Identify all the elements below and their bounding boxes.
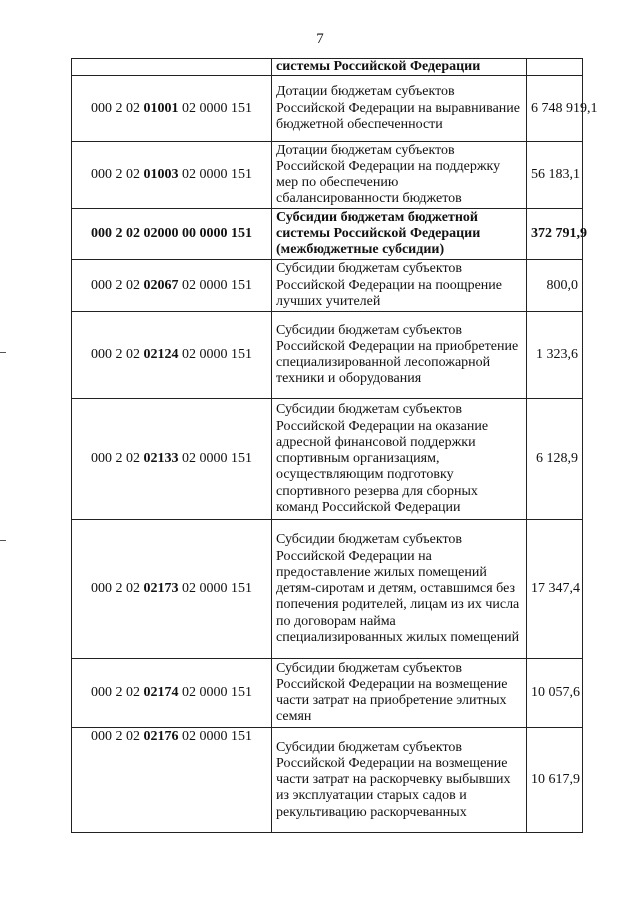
name-cell: Субсидии бюджетам бюджетной системы Российской Федерации (межбюджетные субсидии) bbox=[272, 209, 527, 260]
code-cell: 000 2 02 02133 02 0000 151 bbox=[72, 399, 272, 520]
code-cell: 000 2 02 01001 02 0000 151 bbox=[72, 76, 272, 142]
table-row bbox=[72, 59, 583, 76]
code-cell: 000 2 02 02000 00 0000 151 bbox=[72, 209, 272, 260]
amount-cell bbox=[527, 59, 583, 76]
margin-mark bbox=[0, 352, 6, 353]
table-row bbox=[72, 209, 583, 260]
name-cell: Субсидии бюджетам субъектов Российской Федерации на возмещение части затрат на раскорчевку выбывших из эксплуатации старых садов и рекультивацию раскорчеванных bbox=[272, 728, 527, 833]
code-cell: 000 2 02 01003 02 0000 151 bbox=[72, 142, 272, 209]
amount-cell: 17 347,4 bbox=[527, 520, 583, 659]
name-cell: Дотации бюджетам субъектов Российской Федерации на выравнивание бюджетной обеспеченности bbox=[272, 76, 527, 142]
table-row bbox=[72, 76, 583, 142]
name-cell: Субсидии бюджетам субъектов Российской Федерации на возмещение части затрат на приобретение элитных семян bbox=[272, 659, 527, 728]
amount-cell: 10 617,9 bbox=[527, 728, 583, 833]
amount-cell: 56 183,1 bbox=[527, 142, 583, 209]
budget-table bbox=[71, 58, 598, 833]
table-row bbox=[72, 520, 583, 659]
amount-cell: 6 128,9 bbox=[527, 399, 583, 520]
code-cell bbox=[72, 59, 272, 76]
code-cell: 000 2 02 02124 02 0000 151 bbox=[72, 312, 272, 399]
amount-cell: 6 748 919,1 bbox=[527, 76, 583, 142]
table-row bbox=[72, 728, 583, 833]
amount-cell: 372 791,9 bbox=[527, 209, 583, 260]
code-cell: 000 2 02 02174 02 0000 151 bbox=[72, 659, 272, 728]
name-cell: Дотации бюджетам субъектов Российской Федерации на поддержку мер по обеспечению сбалансированности бюджетов bbox=[272, 142, 527, 209]
table-row bbox=[72, 399, 583, 520]
name-cell: Субсидии бюджетам субъектов Российской Федерации на предоставление жилых помещений детям-сиротам и детям, оставшимся без попечения родителей, лицам из их числа по договорам найма специализированных жилых помещений bbox=[272, 520, 527, 659]
margin-mark bbox=[0, 540, 6, 541]
table-row bbox=[72, 312, 583, 399]
name-cell: Субсидии бюджетам субъектов Российской Федерации на поощрение лучших учителей bbox=[272, 260, 527, 312]
code-cell: 000 2 02 02173 02 0000 151 bbox=[72, 520, 272, 659]
name-cell: Субсидии бюджетам субъектов Российской Федерации на приобретение специализированной лесопожарной техники и оборудования bbox=[272, 312, 527, 399]
code-cell: 000 2 02 02176 02 0000 151 bbox=[72, 728, 272, 833]
amount-cell: 800,0 bbox=[527, 260, 583, 312]
page-number: 7 bbox=[316, 31, 324, 47]
table-row bbox=[72, 142, 583, 209]
name-cell: системы Российской Федерации bbox=[272, 59, 527, 76]
name-cell: Субсидии бюджетам субъектов Российской Федерации на оказание адресной финансовой поддержки спортивным организациям, осуществляющим подготовку спортивного резерва для сборных команд Российской Федерации bbox=[272, 399, 527, 520]
amount-cell: 1 323,6 bbox=[527, 312, 583, 399]
table-row bbox=[72, 659, 583, 728]
table-row bbox=[72, 260, 583, 312]
code-cell: 000 2 02 02067 02 0000 151 bbox=[72, 260, 272, 312]
amount-cell: 10 057,6 bbox=[527, 659, 583, 728]
